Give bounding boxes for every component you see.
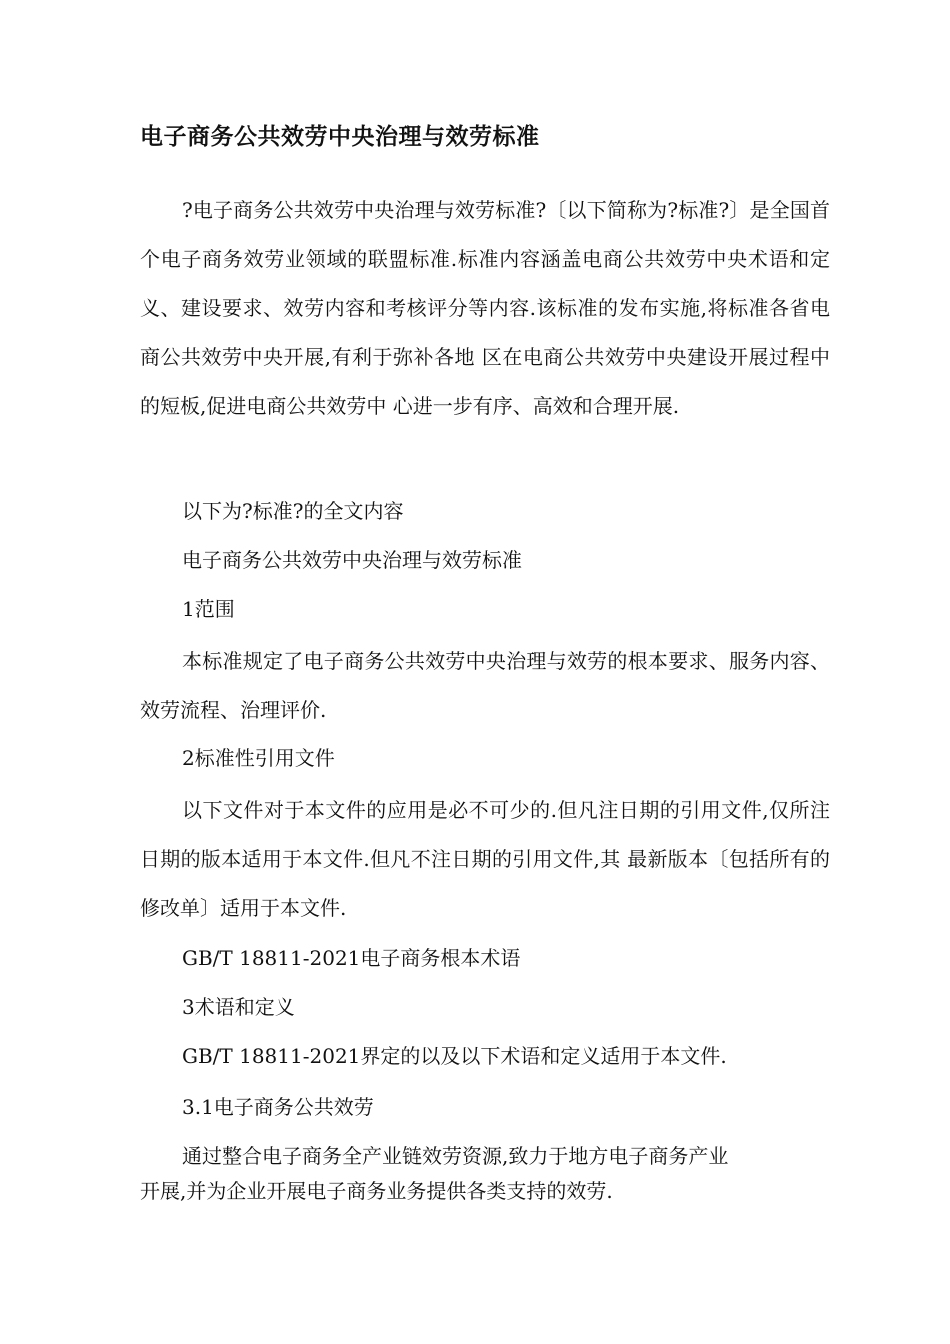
section-1-body: 本标准规定了电子商务公共效劳中央治理与效劳的根本要求、服务内容、效劳流程、治理评价. (140, 649, 830, 722)
section-3-heading: 3术语和定义 (182, 995, 295, 1019)
section-3-1-body-line-1: 通过整合电子商务全产业链效劳资源,致力于地方电子商务产业 (182, 1144, 729, 1168)
section-3-1-body-line-2: 开展,并为企业开展电子商务业务提供各类支持的效劳. (140, 1179, 613, 1203)
section-1-heading: 1范围 (182, 597, 235, 621)
section-2-body: 以下文件对于本文件的应用是必不可少的.但凡注日期的引用文件,仅所注日期的版本适用于本文件.但凡不注日期的引用文件,其 最新版本〔包括所有的修改单〕适用于本文件. (140, 798, 830, 920)
section-2-heading: 2标准性引用文件 (182, 746, 335, 770)
document-subtitle: 电子商务公共效劳中央治理与效劳标准 (182, 548, 522, 572)
full-text-intro: 以下为?标准?的全文内容 (182, 499, 404, 523)
document-title: 电子商务公共效劳中央治理与效劳标准 (140, 124, 540, 150)
section-3-1-heading: 3.1电子商务公共效劳 (182, 1095, 374, 1119)
section-2-reference: GB/T 18811-2021电子商务根本术语 (182, 946, 521, 970)
section-3-body: GB/T 18811-2021界定的以及以下术语和定义适用于本文件. (182, 1044, 727, 1068)
document-page (140, 0, 830, 1344)
intro-paragraph: ?电子商务公共效劳中央治理与效劳标准?〔以下简称为?标准?〕是全国首个电子商务效劳业领域的联盟标准.标准内容涵盖电商公共效劳中央术语和定义、建设要求、效劳内容和考核评分等内容.该标准的发布实施,将标准各省电商公共效劳中央开展,有利于弥补各地 区在电商公共效劳中央建设开展过程中的短板,促进电商公共效劳中 心进一步有序、高效和合理开展. (140, 198, 830, 418)
